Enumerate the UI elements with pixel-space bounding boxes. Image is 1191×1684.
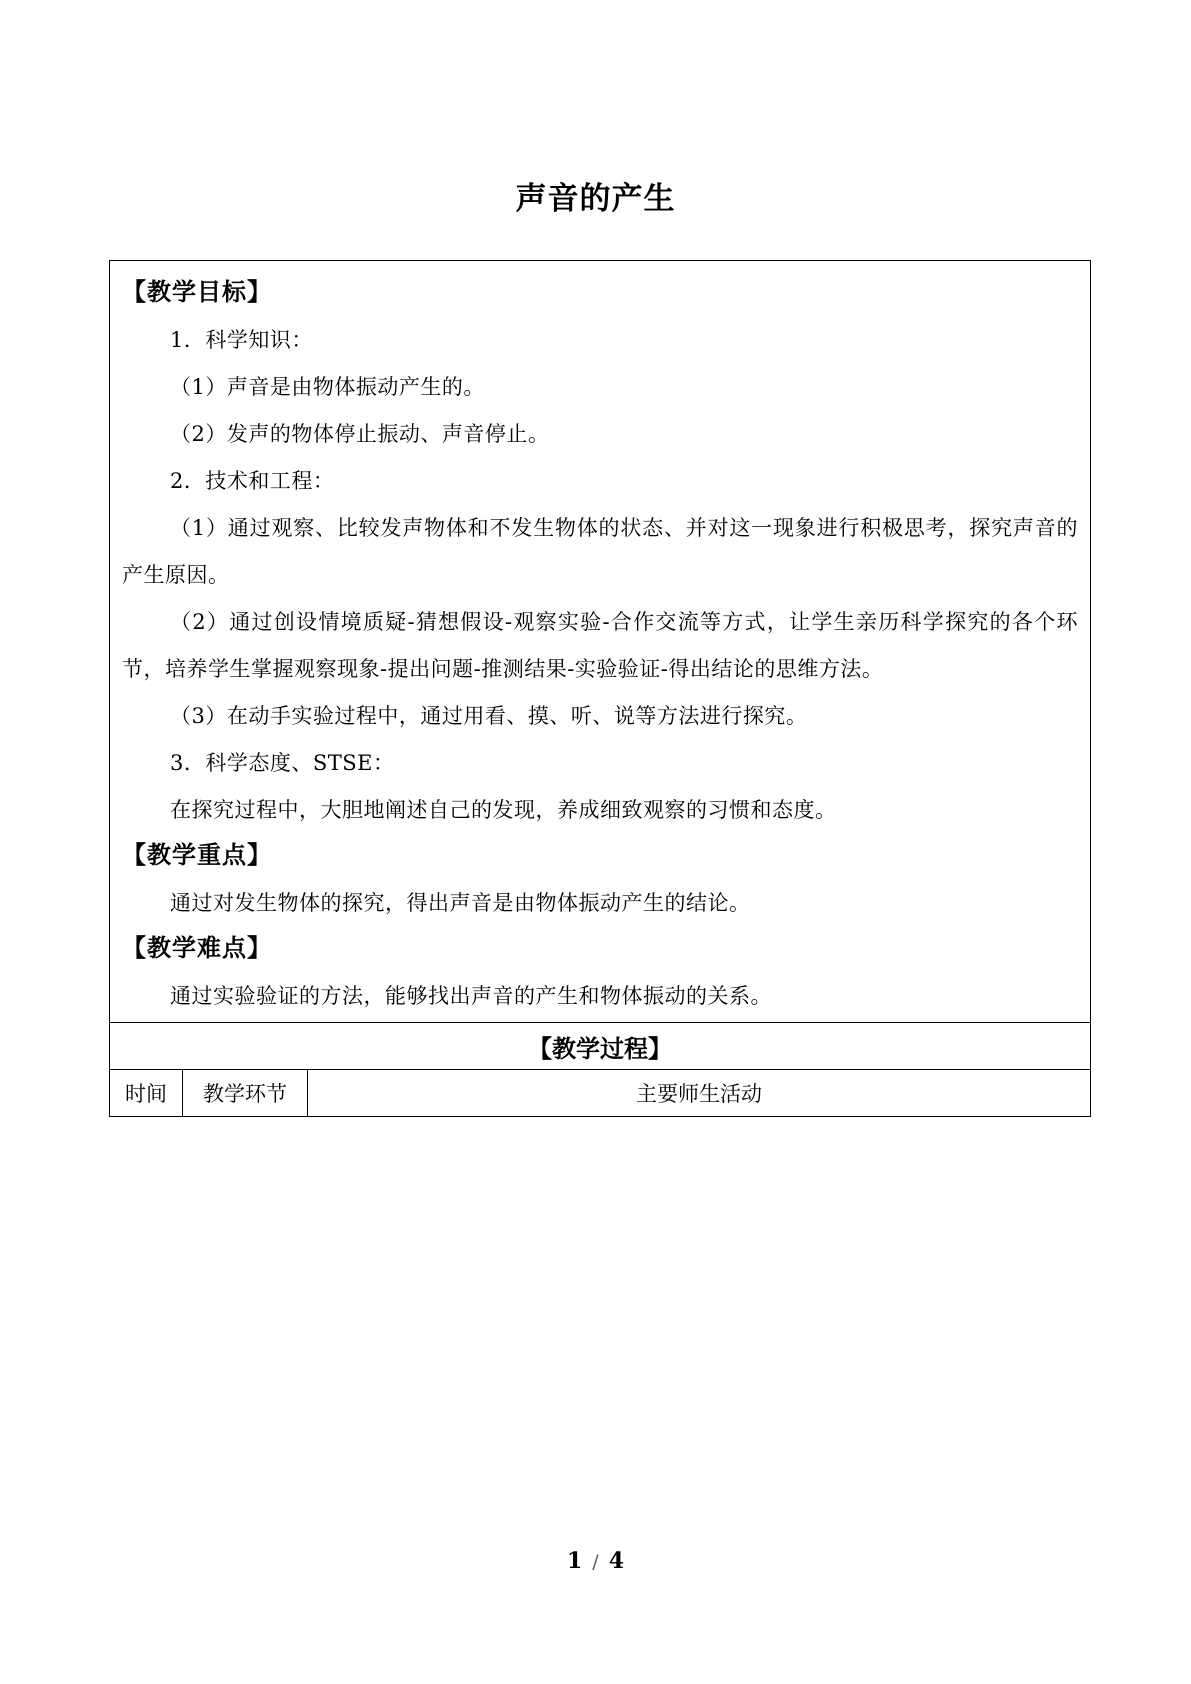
page-current: 1: [566, 1548, 583, 1574]
page-separator: /: [592, 1551, 599, 1573]
column-header-time: 时间: [110, 1070, 183, 1117]
key-point-text: 通过对发生物体的探究，得出声音是由物体振动产生的结论。: [170, 891, 751, 915]
document-title: 声音的产生: [515, 181, 676, 217]
column-header-activity: 主要师生活动: [308, 1070, 1091, 1117]
objectives-heading: 【教学目标】: [122, 278, 272, 306]
column-header-step: 教学环节: [183, 1070, 308, 1117]
process-heading: 【教学过程】: [110, 1023, 1091, 1070]
content-row: [110, 261, 1091, 1023]
process-column-header-row: [110, 1070, 1091, 1117]
objective-paragraph: 1．科学知识：: [170, 328, 313, 352]
content-cell: [110, 261, 1091, 1023]
objective-paragraph: （1）声音是由物体振动产生的。: [170, 375, 485, 399]
objective-paragraph: （2）通过创设情境质疑-猜想假设-观察实验-合作交流等方式，让学生亲历科学探究的各个环节，培养学生掌握观察现象-提出问题-推测结果-实验验证-得出结论的思维方法。: [122, 610, 1078, 681]
key-point-heading: 【教学重点】: [122, 841, 272, 869]
page-total: 4: [608, 1548, 625, 1574]
page-number: [0, 1548, 1191, 1574]
lesson-plan-table: [109, 260, 1091, 1117]
objective-paragraph: （1）通过观察、比较发声物体和不发生物体的状态、并对这一现象进行积极思考，探究声音的产生原因。: [122, 516, 1078, 587]
objective-paragraph: （2）发声的物体停止振动、声音停止。: [170, 422, 550, 446]
objective-paragraph: 在探究过程中，大胆地阐述自己的发现，养成细致观察的习惯和态度。: [170, 798, 837, 822]
process-heading-row: [110, 1023, 1091, 1070]
difficulty-heading: 【教学难点】: [122, 934, 272, 962]
objective-paragraph: （3）在动手实验过程中，通过用看、摸、听、说等方法进行探究。: [170, 704, 808, 728]
difficulty-text: 通过实验验证的方法，能够找出声音的产生和物体振动的关系。: [170, 984, 772, 1008]
objective-paragraph: 2．技术和工程：: [170, 469, 335, 493]
objective-paragraph: 3．科学态度、STSE：: [170, 751, 395, 775]
